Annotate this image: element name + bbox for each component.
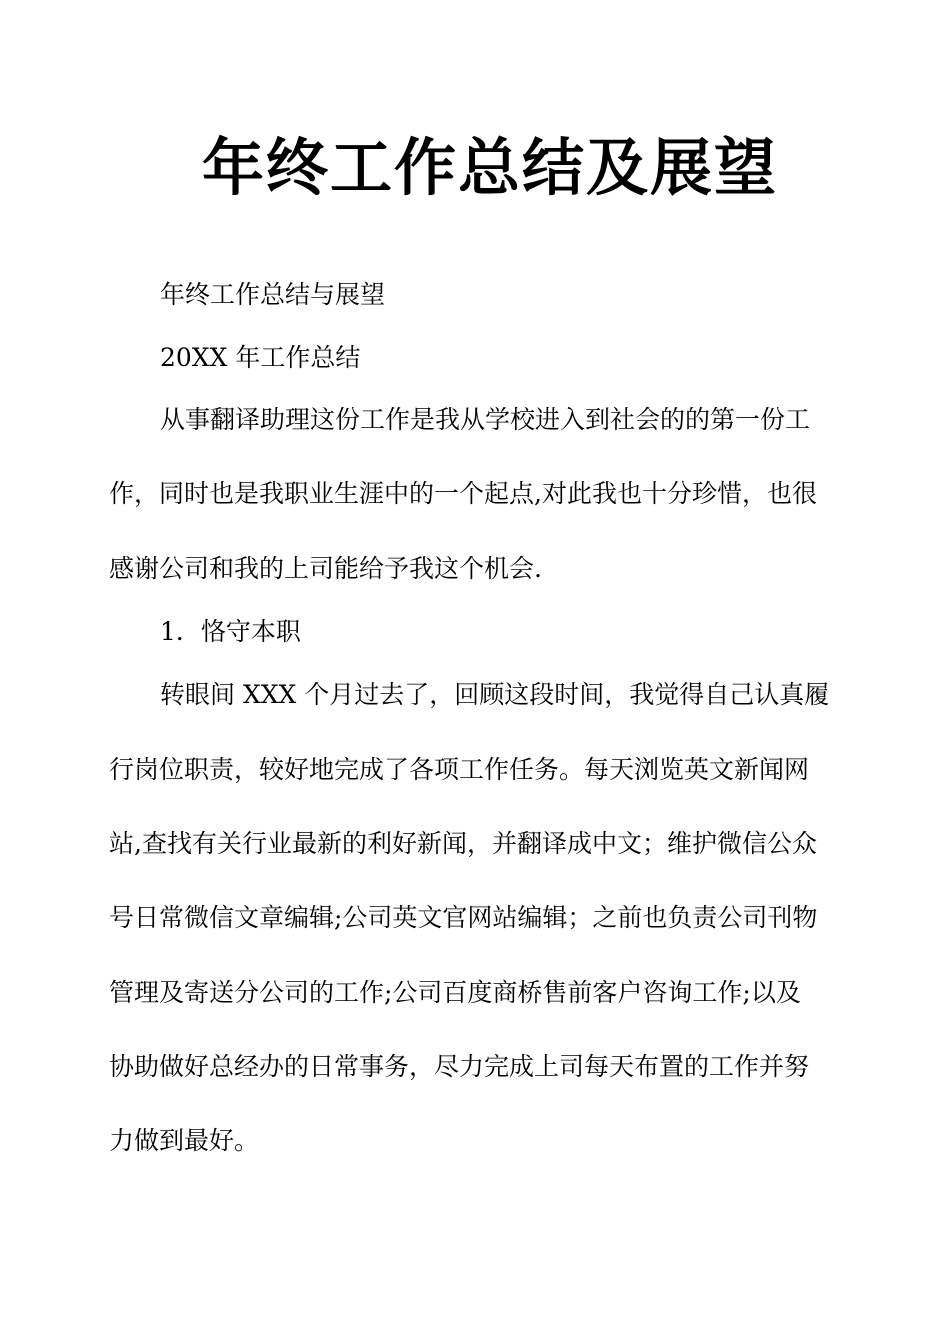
paragraph-2-line-2: 行岗位职责，较好地完成了各项工作任务。每天浏览英文新闻网 — [109, 755, 810, 784]
paragraph-1-line-2: 作，同时也是我职业生涯中的一个起点,对此我也十分珍惜，也很 — [109, 479, 817, 508]
paragraph-2-line-5: 管理及寄送分公司的工作;公司百度商桥售前客户咨询工作;以及 — [109, 978, 801, 1007]
paragraph-2-line-4: 号日常微信文章编辑;公司英文官网站编辑；之前也负责公司刊物 — [109, 903, 818, 932]
paragraph-2-line-3: 站,查找有关行业最新的利好新闻，并翻译成中文；维护微信公众 — [109, 829, 817, 858]
paragraph-1-line-3: 感谢公司和我的上司能给予我这个机会. — [109, 554, 542, 583]
section-heading-summary: 20XX 年工作总结 — [160, 343, 361, 372]
paragraph-1-line-1: 从事翻译助理这份工作是我从学校进入到社会的的第一份工 — [160, 405, 811, 434]
subtitle-line: 年终工作总结与展望 — [160, 280, 386, 309]
paragraph-2-line-1: 转眼间 XXX 个月过去了，回顾这段时间，我觉得自己认真履 — [160, 680, 830, 709]
section-heading-1: 1．恪守本职 — [160, 617, 301, 646]
paragraph-2-line-6: 协助做好总经办的日常事务，尽力完成上司每天布置的工作并努 — [109, 1052, 810, 1081]
paragraph-2-line-7: 力做到最好。 — [109, 1126, 260, 1155]
document-title: 年终工作总结及展望 — [201, 131, 778, 204]
